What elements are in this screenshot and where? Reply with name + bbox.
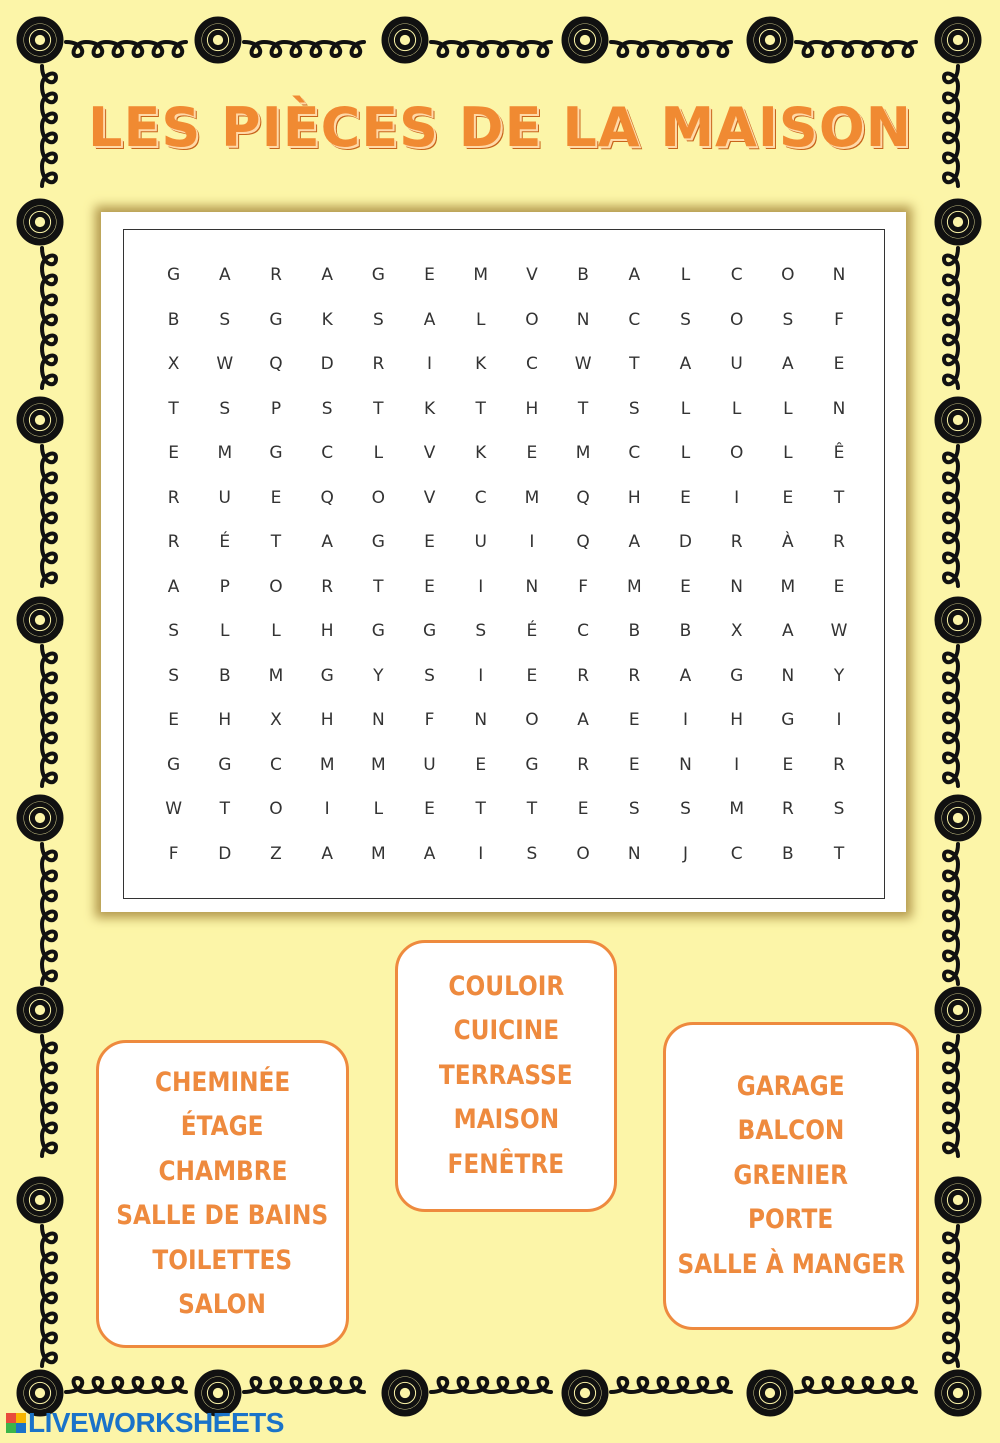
grid-letter[interactable]: C [730,843,743,864]
grid-letter[interactable]: A [679,665,692,686]
loop-ornament [42,446,56,586]
grid-letter[interactable]: C [577,621,590,642]
grid-letter[interactable]: H [627,487,641,508]
grid-letter[interactable]: X [270,710,282,731]
ring-ornament [938,600,978,640]
grid-letter[interactable]: O [269,576,283,597]
grid-letter[interactable]: R [167,532,180,553]
grid-letter[interactable]: P [219,576,230,597]
grid-letter[interactable]: W [830,621,848,642]
grid-letter[interactable]: O [729,443,744,464]
grid-letter[interactable]: A [321,265,333,286]
grid-letter[interactable]: V [526,265,538,286]
grid-letter[interactable]: A [423,843,436,864]
grid-letter[interactable]: S [628,398,640,419]
grid-letter[interactable]: E [680,487,691,508]
grid-letter[interactable]: L [475,309,486,330]
ring-ornament [938,798,978,838]
grid-letter[interactable]: H [525,398,539,419]
grid-letter[interactable]: Z [270,843,282,864]
ring-ornament [938,1373,978,1413]
word-list-item: GARAGE [737,1070,845,1102]
loop-ornament [944,446,958,586]
grid-letter[interactable]: T [270,532,282,553]
grid-letter[interactable]: I [529,532,535,553]
ring-ornament [938,1180,978,1220]
grid-letter[interactable]: H [218,710,232,731]
grid-letter[interactable]: R [372,354,385,375]
ring-ornament [20,1180,60,1220]
grid-letter[interactable]: C [628,309,641,330]
ring-ornament [385,20,425,60]
liveworksheets-logo-icon [6,1413,26,1433]
grid-letter[interactable]: B [628,621,641,642]
grid-letter[interactable]: S [321,398,333,419]
grid-letter[interactable]: C [321,443,334,464]
loop-ornament [431,42,551,56]
loop-ornament [944,844,958,984]
ring-ornament [565,20,605,60]
word-list-item: TOILETTES [152,1244,293,1276]
grid-letter[interactable]: O [371,487,386,508]
grid-letter[interactable]: Q [320,487,334,508]
grid-letter[interactable]: X [167,354,180,375]
grid-letter[interactable]: L [271,621,281,642]
ring-ornament [938,202,978,242]
grid-letter[interactable]: F [834,309,844,330]
loop-ornament [42,248,56,388]
grid-letter[interactable]: Q [576,487,590,508]
loop-ornament [66,1378,186,1392]
grid-letter[interactable]: Q [576,532,590,553]
grid-letter[interactable]: K [321,309,333,330]
grid-letter[interactable]: G [371,265,385,286]
word-list-item: MAISON [453,1104,559,1136]
grid-letter[interactable]: G [167,265,181,286]
grid-letter[interactable]: R [628,665,641,686]
grid-letter[interactable]: R [577,665,589,686]
grid-letter[interactable]: L [220,621,230,642]
grid-letter[interactable]: V [423,443,436,464]
grid-letter[interactable]: S [680,799,691,820]
grid-letter[interactable]: O [729,309,744,330]
grid-letter[interactable]: Ê [833,443,845,464]
grid-letter[interactable]: L [731,398,742,419]
word-list-item: SALLE DE BAINS [116,1200,329,1231]
grid-letter[interactable]: M [729,799,744,820]
grid-letter[interactable]: N [627,843,641,864]
grid-letter[interactable]: D [678,532,693,553]
grid-letter[interactable]: E [270,487,282,508]
loop-ornament [244,42,364,56]
loop-ornament [944,646,958,786]
grid-letter[interactable]: G [525,754,539,775]
word-list-item: CHAMBRE [158,1155,287,1187]
grid-letter[interactable]: S [833,799,845,820]
grid-letter[interactable]: D [320,354,334,375]
grid-letter[interactable]: G [269,309,283,330]
grid-letter[interactable]: B [218,665,231,686]
grid-letter[interactable]: N [730,576,744,597]
grid-letter[interactable]: S [526,843,538,864]
loop-ornament [66,42,186,56]
grid-letter[interactable]: E [782,754,794,775]
grid-letter[interactable]: T [373,576,384,597]
grid-letter[interactable]: Q [269,354,283,375]
loop-ornament [42,1036,56,1156]
grid-letter[interactable]: R [167,487,180,508]
ring-ornament [938,400,978,440]
grid-letter[interactable]: F [578,576,588,597]
grid-letter[interactable]: É [219,532,231,553]
grid-letter[interactable]: N [371,710,385,731]
grid-letter[interactable]: R [833,532,845,553]
grid-letter[interactable]: I [478,665,484,686]
grid-letter[interactable]: C [474,487,487,508]
loop-ornament [796,1378,916,1392]
grid-letter[interactable]: U [423,754,436,775]
grid-letter[interactable]: G [730,665,744,686]
grid-letter[interactable]: M [780,576,796,597]
grid-letter[interactable]: U [730,354,743,375]
grid-letter[interactable]: S [424,665,435,686]
grid-letter[interactable]: B [167,309,180,330]
grid-letter[interactable]: A [628,532,641,553]
loop-ornament [42,844,56,984]
grid-letter[interactable]: E [424,576,435,597]
footer-brand[interactable] [6,1408,284,1438]
grid-letter[interactable]: N [474,710,488,731]
ring-ornament [20,20,60,60]
word-list-item: GRENIER [733,1159,849,1191]
grid-letter[interactable]: H [730,710,744,731]
word-list-item: ÉTAGE [181,1111,264,1142]
word-search-grid [148,253,865,876]
grid-letter[interactable]: O [269,799,283,820]
grid-letter[interactable]: E [168,443,179,464]
grid-letter[interactable]: S [475,621,487,642]
grid-letter[interactable]: B [577,265,589,286]
grid-letter[interactable]: K [475,443,487,464]
grid-letter[interactable]: M [626,576,642,597]
grid-letter[interactable]: R [730,532,743,553]
loop-ornament [944,1036,958,1156]
grid-letter[interactable]: L [680,398,691,419]
word-list-item: CHEMINÉE [154,1066,291,1098]
page-title: LES PIÈCES DE LA MAISON [88,96,912,159]
grid-letter[interactable]: I [682,710,688,731]
grid-letter[interactable]: A [218,265,231,286]
ring-ornament [20,990,60,1030]
grid-letter[interactable]: R [321,576,334,597]
grid-letter[interactable]: B [782,843,794,864]
grid-letter[interactable]: À [782,532,794,553]
word-list-item: SALON [178,1289,267,1320]
loop-ornament [42,1226,56,1366]
grid-letter[interactable]: E [475,754,487,775]
grid-letter[interactable]: G [218,754,232,775]
grid-letter[interactable]: E [577,799,589,820]
loop-ornament [244,1378,364,1392]
grid-letter[interactable]: W [574,354,592,375]
grid-letter[interactable]: D [218,843,232,864]
grid-letter[interactable]: M [524,487,540,508]
grid-letter[interactable]: N [781,665,795,686]
grid-letter[interactable]: G [422,621,437,642]
grid-letter[interactable]: E [424,799,435,820]
word-list-item: CUICINE [453,1015,559,1047]
grid-letter[interactable]: M [268,665,284,686]
loop-ornament [42,646,56,786]
grid-letter[interactable]: M [473,265,489,286]
grid-letter[interactable]: H [320,710,334,731]
grid-letter[interactable]: U [474,532,487,553]
grid-letter[interactable]: G [167,754,181,775]
grid-letter[interactable]: M [319,754,335,775]
grid-letter[interactable]: E [628,754,640,775]
grid-letter[interactable]: A [321,532,333,553]
grid-letter[interactable]: W [216,354,234,375]
grid-letter[interactable]: M [371,843,386,864]
grid-letter[interactable]: J [682,843,688,864]
grid-letter[interactable]: L [783,398,793,419]
ring-ornament [750,20,790,60]
ring-ornament [938,990,978,1030]
loop-ornament [944,248,958,388]
ring-ornament [750,1373,790,1413]
grid-letter[interactable]: S [219,309,231,330]
grid-letter[interactable]: C [628,443,641,464]
grid-letter[interactable]: C [730,265,743,286]
word-list-middle [395,940,617,1212]
grid-letter[interactable]: T [577,398,589,419]
grid-letter[interactable]: A [423,309,436,330]
grid-letter[interactable]: A [321,843,333,864]
grid-letter[interactable]: A [782,354,794,375]
grid-letter[interactable]: S [168,621,179,642]
grid-letter[interactable]: S [372,309,384,330]
grid-letter[interactable]: T [168,398,179,419]
grid-letter[interactable]: I [324,799,330,820]
grid-letter[interactable]: G [269,443,283,464]
grid-letter[interactable]: O [525,710,539,731]
grid-letter[interactable]: A [577,710,589,731]
grid-letter[interactable]: L [680,265,691,286]
grid-letter[interactable]: E [833,576,845,597]
word-list-item: TERRASSE [439,1059,573,1091]
grid-letter[interactable]: T [833,487,845,508]
ring-ornament [198,20,238,60]
grid-letter[interactable]: Y [833,665,845,686]
grid-letter[interactable]: O [576,843,590,864]
ring-ornament [20,202,60,242]
grid-letter[interactable]: R [270,265,282,286]
grid-letter[interactable]: E [782,487,794,508]
ring-ornament [565,1373,605,1413]
grid-letter[interactable]: N [576,309,590,330]
grid-letter[interactable]: A [679,354,692,375]
grid-letter[interactable]: M [371,754,386,775]
grid-letter[interactable]: K [475,354,487,375]
grid-letter[interactable]: S [168,665,179,686]
loop-ornament [944,1226,958,1366]
grid-letter[interactable]: W [165,799,182,820]
grid-letter[interactable]: C [525,354,538,375]
word-list-item: COULOIR [448,970,564,1002]
grid-letter[interactable]: I [478,576,484,597]
word-list-item: PORTE [748,1204,834,1236]
grid-letter[interactable]: C [270,754,282,775]
grid-letter[interactable]: I [734,487,740,508]
grid-letter[interactable]: R [577,754,589,775]
grid-letter[interactable]: I [836,710,842,731]
grid-letter[interactable]: G [371,532,385,553]
grid-letter[interactable]: N [525,576,539,597]
grid-letter[interactable]: L [783,443,793,464]
word-list-item: FENÊTRE [447,1148,565,1180]
grid-letter[interactable]: N [832,398,846,419]
grid-letter[interactable]: R [781,799,794,820]
grid-letter[interactable]: T [833,843,845,864]
grid-letter[interactable]: E [526,443,538,464]
grid-letter[interactable]: M [217,443,233,464]
grid-letter[interactable]: E [424,265,435,286]
grid-letter[interactable]: T [475,398,486,419]
grid-letter[interactable]: V [423,487,436,508]
grid-letter[interactable]: M [575,443,591,464]
grid-letter[interactable]: O [525,309,539,330]
grid-letter[interactable]: E [680,576,691,597]
ring-ornament [385,1373,425,1413]
word-list-item: SALLE À MANGER [677,1248,905,1280]
grid-letter[interactable]: S [219,398,231,419]
grid-letter[interactable]: E [168,710,179,731]
grid-letter[interactable]: G [781,710,795,731]
grid-letter[interactable]: G [320,665,334,686]
grid-letter[interactable]: T [526,799,538,820]
grid-letter[interactable]: S [680,309,691,330]
grid-letter[interactable]: T [629,354,640,375]
grid-letter[interactable]: I [478,843,484,864]
loop-ornament [611,1378,731,1392]
loop-ornament [611,42,731,56]
grid-letter[interactable]: L [680,443,691,464]
grid-letter[interactable]: I [427,354,433,375]
grid-letter[interactable]: K [423,398,436,419]
grid-letter[interactable]: O [781,265,795,286]
brand-name: LIVEWORKSHEETS [28,1407,284,1438]
grid-letter[interactable]: U [218,487,231,508]
grid-letter[interactable]: F [424,710,435,731]
grid-letter[interactable]: T [475,799,486,820]
grid-letter[interactable]: É [526,621,538,642]
grid-letter[interactable]: L [373,799,384,820]
grid-letter[interactable]: X [730,621,743,642]
ring-ornament [20,400,60,440]
ring-ornament [20,798,60,838]
grid-letter[interactable]: E [424,532,435,553]
grid-letter[interactable]: A [167,576,180,597]
grid-letter[interactable]: A [628,265,641,286]
grid-letter[interactable]: L [373,443,384,464]
word-list-item: BALCON [737,1115,845,1147]
word-list-left [96,1040,349,1348]
grid-letter[interactable]: E [628,710,640,731]
grid-letter[interactable]: I [734,754,740,775]
grid-letter[interactable]: F [168,843,179,864]
loop-ornament [796,42,916,56]
grid-letter[interactable]: T [373,398,384,419]
word-list-right [663,1022,919,1330]
grid-letter[interactable]: E [833,354,845,375]
loop-ornament [431,1378,551,1392]
grid-letter[interactable]: E [526,665,538,686]
grid-letter[interactable]: S [628,799,640,820]
grid-letter[interactable]: N [832,265,846,286]
grid-letter[interactable]: B [679,621,692,642]
grid-letter[interactable]: P [270,398,282,419]
grid-letter[interactable]: A [782,621,794,642]
ring-ornament [938,20,978,60]
ring-ornament [20,600,60,640]
grid-letter[interactable]: G [371,621,385,642]
grid-letter[interactable]: T [219,799,230,820]
grid-letter[interactable]: N [679,754,692,775]
grid-letter[interactable]: H [320,621,334,642]
grid-letter[interactable]: Y [373,665,384,686]
grid-letter[interactable]: R [833,754,845,775]
grid-letter[interactable]: S [782,309,794,330]
